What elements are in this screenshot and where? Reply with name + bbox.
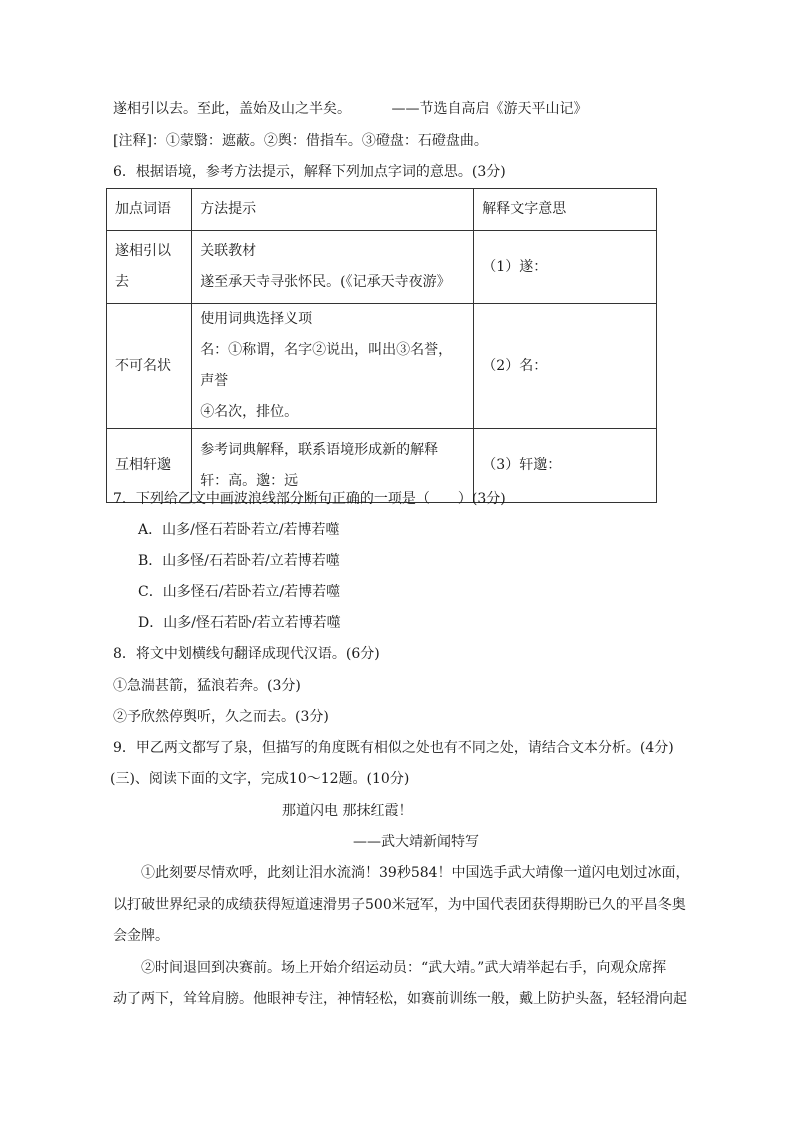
q7-option-d: D．山多/怪石若卧/若立若博若噬 (138, 615, 341, 631)
q8-item: ①急湍甚箭，猛浪若奔。(3分) (113, 678, 301, 694)
header-cell: 加点词语 (107, 189, 192, 231)
article-subtitle: ——武大靖新闻特写 (353, 834, 479, 850)
article-paragraph-line: 动了两下，耸耸肩膀。他眼神专注，神情轻松，如赛前训练一般，戴上防护头盔，轻轻滑向起 (113, 991, 687, 1007)
q7-option-c: C．山多怪石/若卧若立/若博若噬 (138, 584, 341, 600)
article-paragraph-line: ②时间退回到决赛前。场上开始介绍运动员：“武大靖。”武大靖举起右手，向观众席挥 (141, 960, 667, 976)
article-paragraph-line: 会金牌。 (113, 928, 169, 944)
hint-line: 遂至承天寺寻张怀民。(《记承天寺夜游》 (200, 274, 451, 290)
q8-item: ②予欣然停舆听，久之而去。(3分) (113, 709, 329, 725)
table-header-row (107, 189, 657, 231)
passage-source: ——节选自高启《游天平山记》 (391, 101, 588, 117)
table-row (107, 304, 657, 429)
word-cell: 互相轩邈 (107, 429, 192, 503)
answer-cell: （2）名： (474, 304, 657, 429)
hint-line: 参考词典解释，联系语境形成新的解释 (200, 441, 439, 458)
annotation: [注释]：①蒙翳：遮蔽。②舆：借指车。③磴盘：石磴盘曲。 (113, 133, 488, 149)
article-paragraph-line: ①此刻要尽情欢呼，此刻让泪水流淌！39秒584！中国选手武大靖像一道闪电划过冰面， (141, 865, 690, 881)
header-cell: 方法提示 (192, 189, 474, 231)
hint-cell (192, 231, 474, 304)
passage-end-text: 遂相引以去。至此，盖始及山之半矣。 (113, 101, 351, 117)
word-cell: 遂相引以去 (107, 231, 192, 304)
q7-option-a: A．山多/怪石若卧若立/若博若噬 (138, 522, 340, 538)
q7-option-b: B．山多怪/石若卧若/立若博若噬 (138, 553, 340, 569)
hint-line: 名：①称谓，名字②说出，叫出③名誉，声誉 (200, 342, 453, 389)
answer-cell: （3）轩邈： (474, 429, 657, 503)
word-cell: 不可名状 (107, 304, 192, 429)
passage-end (113, 99, 587, 119)
table-row (107, 231, 657, 304)
hint-cell (192, 304, 474, 429)
section-3-heading: (三)、阅读下面的文字，完成10～12题。(10分) (110, 771, 410, 787)
q7-stem: 7．下列给乙文中画波浪线部分断句正确的一项是（ ）(3分) (113, 491, 506, 507)
hint-line: ④名次，排位。 (200, 404, 299, 420)
hint-line: 轩：高。邈：远 (200, 472, 299, 489)
article-title: 那道闪电 那抹红霞！ (282, 803, 413, 819)
q9-stem: 9．甲乙两文都写了泉，但描写的角度既有相似之处也有不同之处，请结合文本分析。(4分) (113, 740, 674, 756)
hint-line: 使用词典选择义项 (200, 311, 313, 327)
answer-cell: （1）遂： (474, 231, 657, 304)
hint-line: 关联教材 (200, 243, 257, 259)
q6-stem: 6．根据语境，参考方法提示，解释下列加点字词的意思。(3分) (113, 164, 506, 180)
header-cell: 解释文字意思 (474, 189, 657, 231)
q8-stem: 8．将文中划横线句翻译成现代汉语。(6分) (113, 646, 380, 662)
article-paragraph-line: 以打破世界纪录的成绩获得短道速滑男子500米冠军，为中国代表团获得期盼已久的平昌冬奥 (113, 897, 686, 913)
q6-table (106, 188, 657, 503)
